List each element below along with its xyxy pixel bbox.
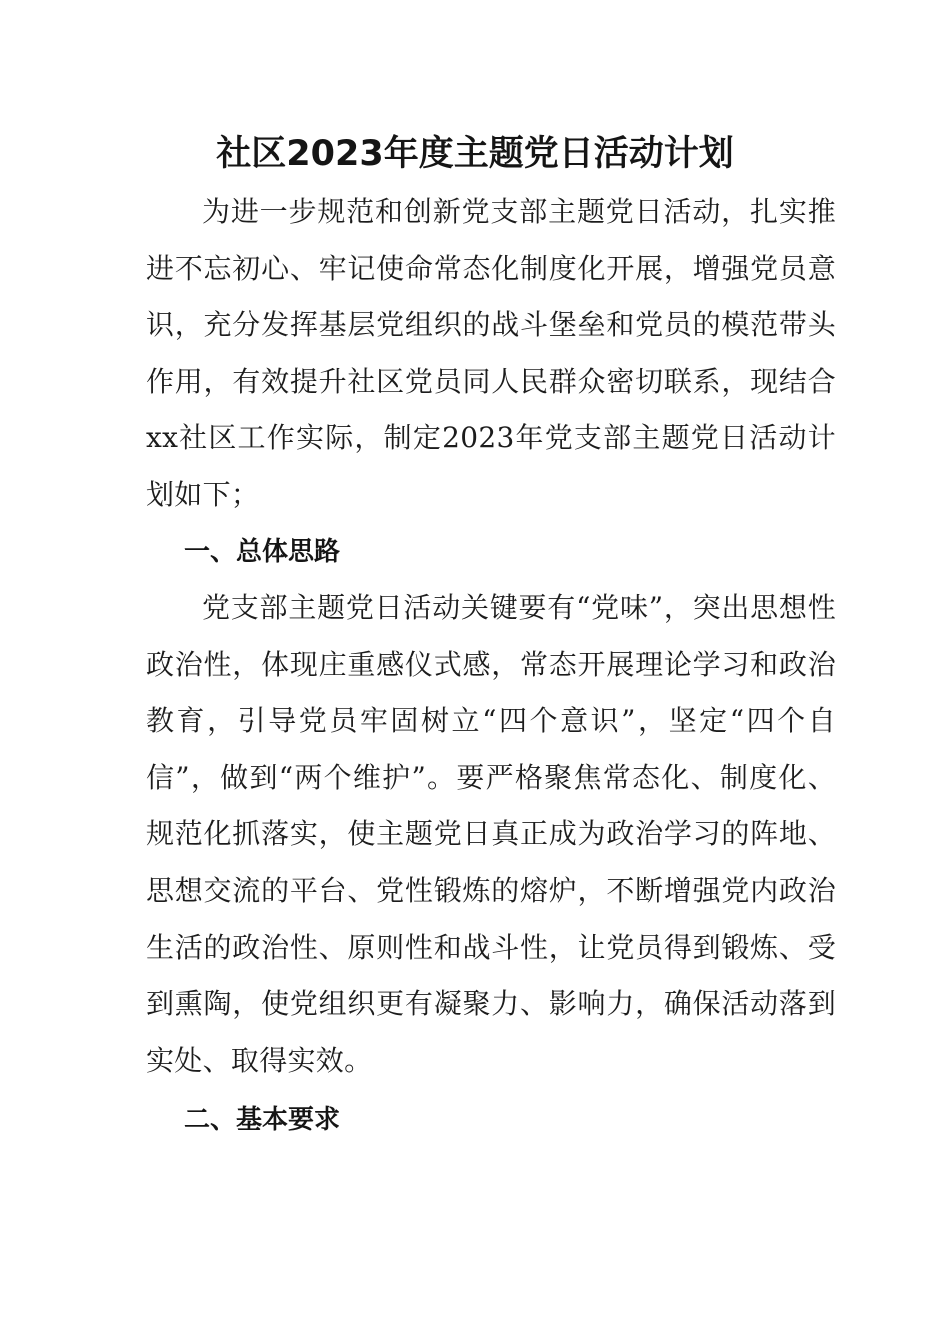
- section-heading-basic-requirements: 二、基本要求: [184, 1105, 341, 1135]
- section-body-overall-approach: 党支部主题党日活动关键要有“党味”，突出思想性政治性，体现庄重感仪式感，常态开展理论学习和政治教育，引导党员牢固树立“四个意识”，坚定“四个自信”，做到“两个维护”。要严格聚焦常态化、制度化、规范化抓落实，使主题党日真正成为政治学习的阵地、思想交流的平台、党性锻炼的熔炉，不断增强党内政治生活的政治性、原则性和战斗性，让党员得到锻炼、受到熏陶，使党组织更有凝聚力、影响力，确保活动落到实处、取得实效。: [146, 591, 836, 1077]
- intro-paragraph: 为进一步规范和创新党支部主题党日活动，扎实推进不忘初心、牢记使命常态化制度化开展，增强党员意识，充分发挥基层党组织的战斗堡垒和党员的模范带头作用，有效提升社区党员同人民群众密切联系，现结合xx社区工作实际，制定2023年党支部主题党日活动计划如下；: [146, 195, 836, 511]
- document-title: 社区2023年度主题党日活动计划: [216, 134, 734, 174]
- section-heading-overall-approach: 一、总体思路: [184, 537, 341, 567]
